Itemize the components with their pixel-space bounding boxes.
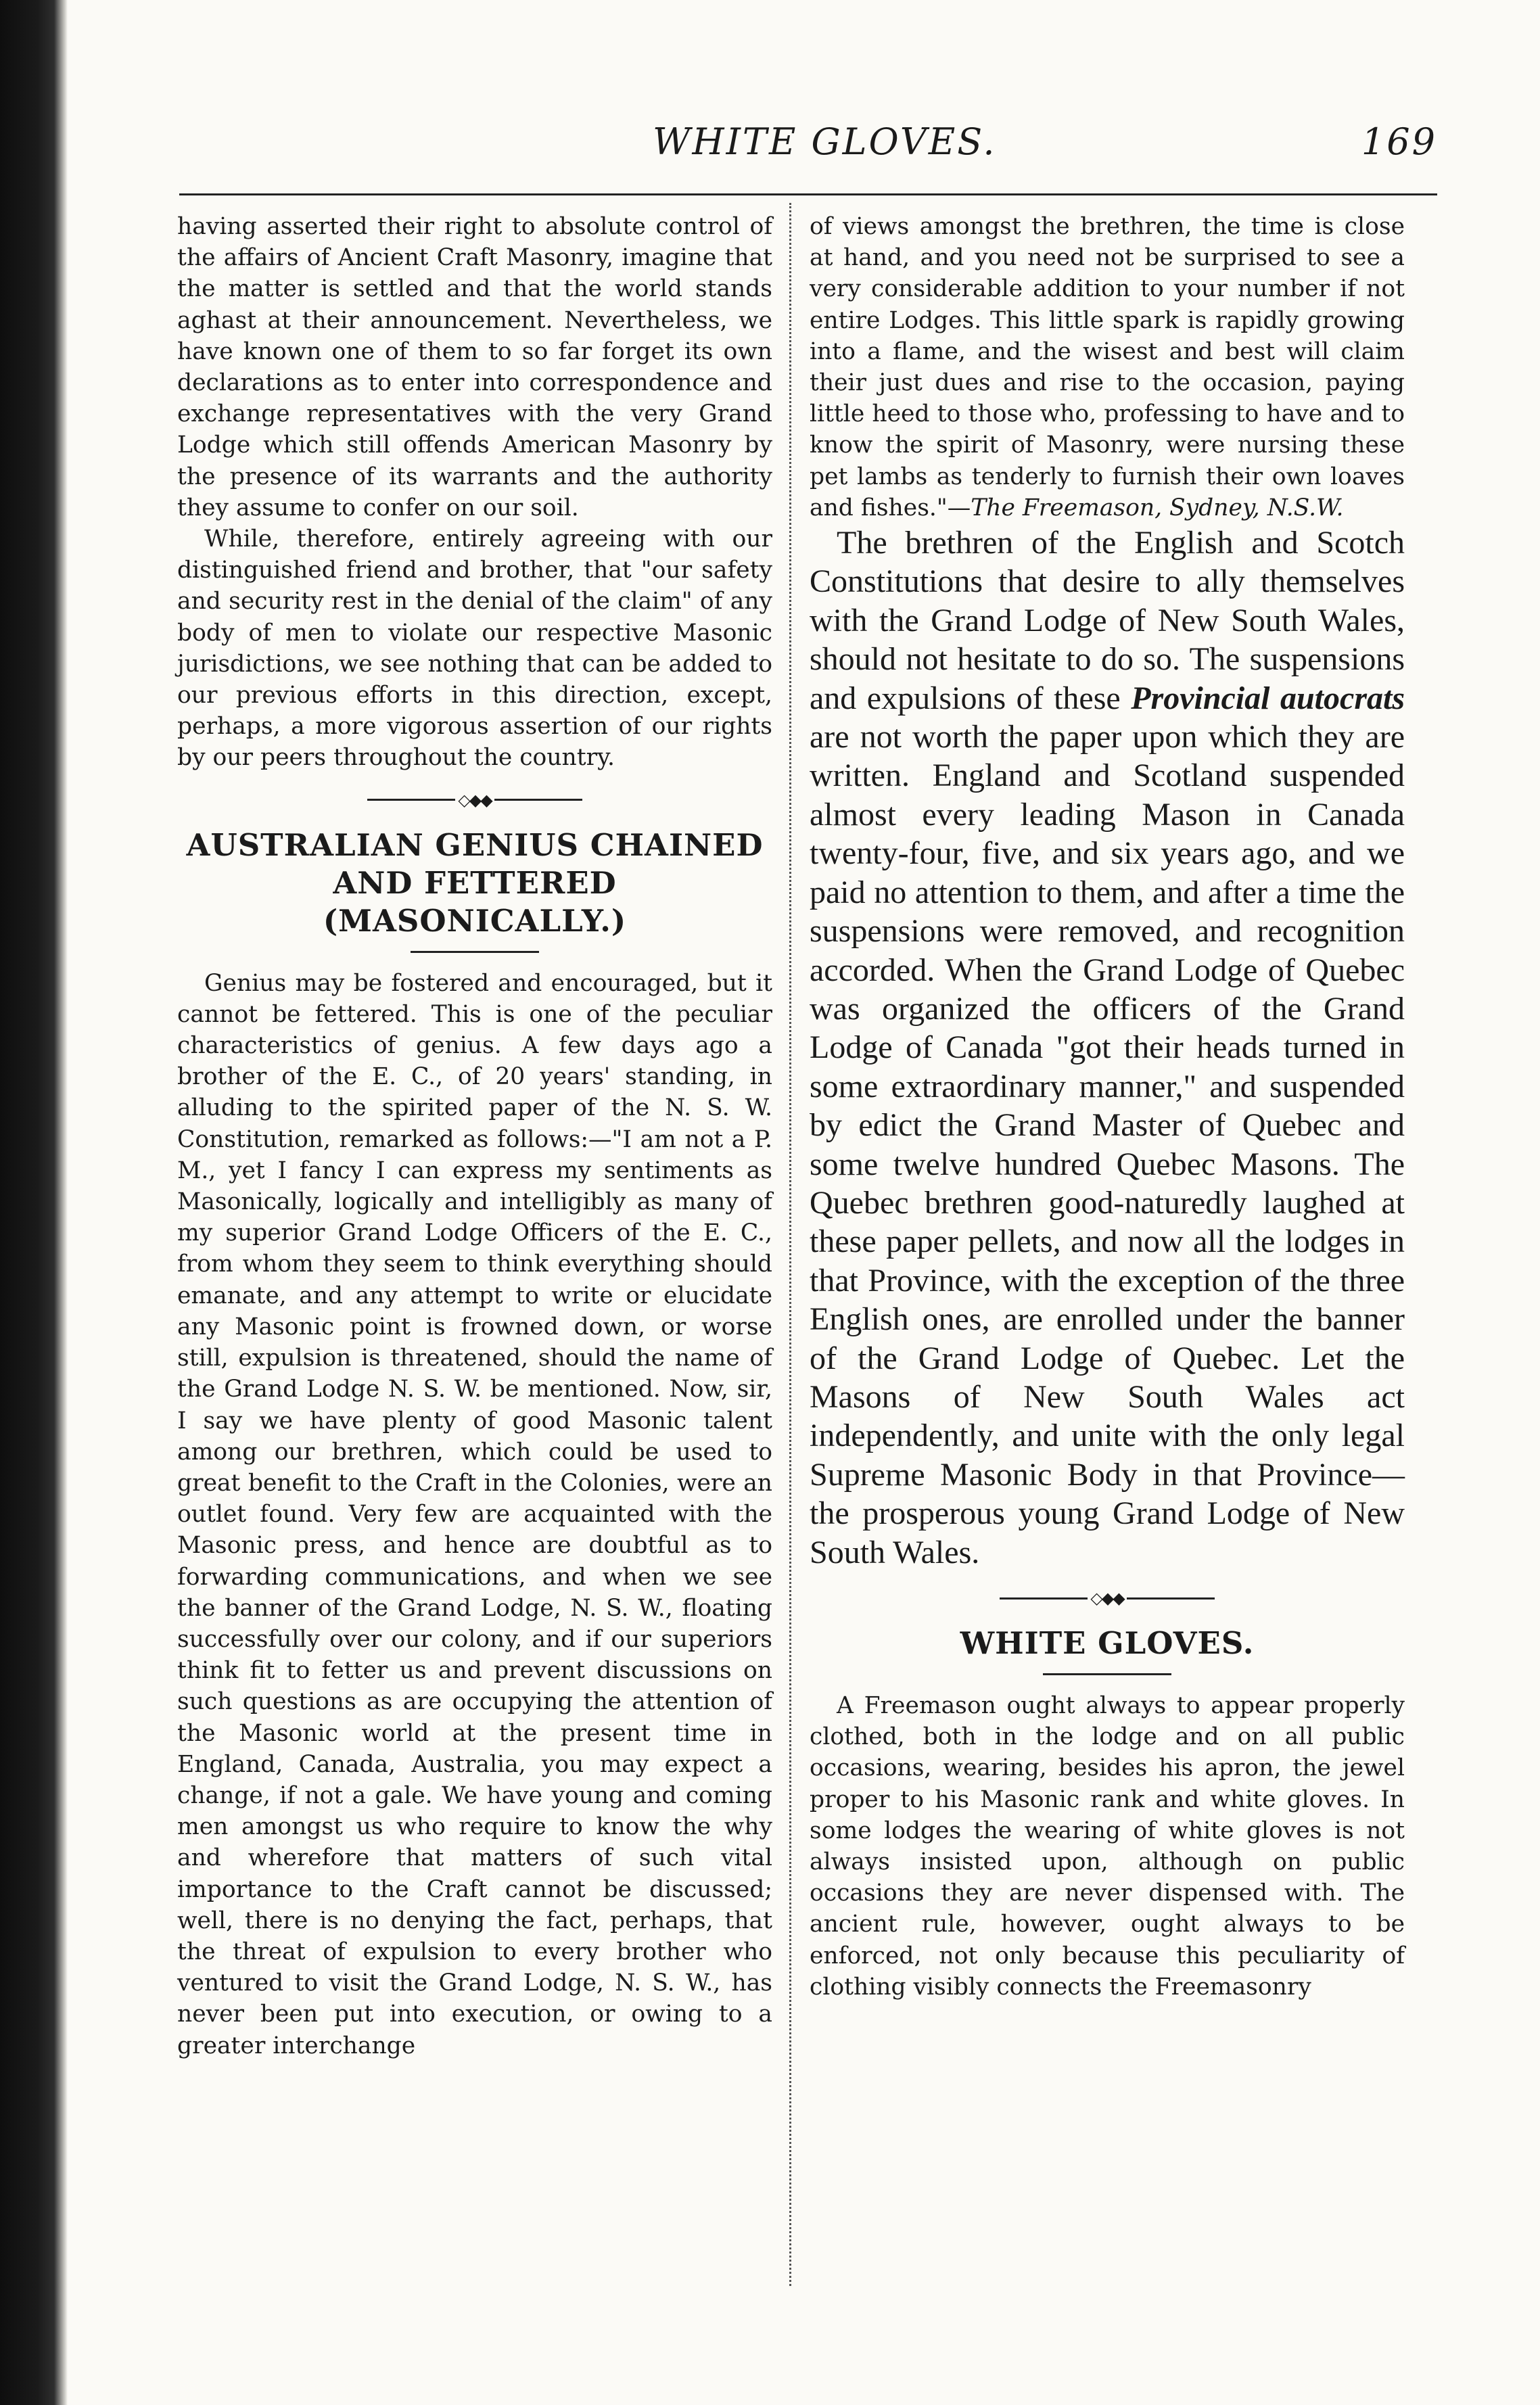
heading-rule [1043,1673,1171,1675]
article-heading-australian-genius: AUSTRALIAN GENIUS CHAINED AND FETTERED (MASONICALLY.) [186,826,764,939]
right-column [810,211,1405,2003]
editorial-emphasis: Provincial autocrats [1131,680,1405,716]
continued-quote [810,211,1405,523]
paragraph-while-therefore: While, therefore, entirely agreeing with our distinguished friend and brother, that "our safety and security rest in the denial of the claim" of any body of men to violate our respective Masonic jurisdictions, we see nothing that can be added to our previous efforts in this direction, except, perhaps, a more vigorous assertion of our rights by our peers throughout the country. [177,526,772,772]
article-body-australian-genius: Genius may be fostered and encouraged, but it cannot be fettered. This is one of the peculiar characteristics of genius. A few days ago a brother of the E. C., of 20 years' standing, in alluding to the spirited paper of the N. S. W. Constitution, remarked as follows:—"I am not a P. M., yet I fancy I can express my sentiments as Masonically, logically and intelligibly as many of my superior Grand Lodge Officers of the E. C., from whom they seem to think everything should emanate, and any attempt to write or elucidate any Masonic point is frowned down, or worse still, expulsion is threatened, should the name of the Grand Lodge N. S. W. be mentioned. Now, sir, I say we have plenty of good Masonic talent among our brethren, which could be used to great benefit to the Craft in the Colonies, were an outlet found. Very few are acquainted with the Masonic press, and hence are doubtful as to forwarding communications, and when we see the banner of the Grand Lodge, N. S. W., floating successfully over our colony, and if our superiors think fit to fetter us and prevent discussions on such questions as are occupying the attention of the Masonic world at the present time in England, Canada, Australia, you may expect a change, if not a gale. We have young and coming men amongst us who require to know the why and wherefore that matters of such vital importance to the Craft cannot be discussed; well, there is no denying the fact, perhaps, that the threat of expulsion to every brother who ventured to visit the Grand Lodge, N. S. W., has never been put into execution, or owing to a greater interchange [177,969,772,2059]
header-rule [179,193,1437,195]
article-heading-white-gloves: WHITE GLOVES. [960,1625,1255,1661]
quote-text: of views amongst the brethren, the time is close at hand, and you need not be surprised to see a very considerable addition to your number if not entire Lodges. This little spark is rapidly growing into a flame, and the wisest and best will claim their just dues and rise to the occasion, paying little heed to those who, professing to have and to know the spirit of Masonry, were nursing these pet lambs as tenderly to furnish their own loaves and fishes."— [810,213,1405,521]
column-divider [789,203,791,2286]
article-body-white-gloves: A Freemason ought always to appear properly clothed, both in the lodge and on all public occasions, wearing, besides his apron, the jewel proper to his Masonic rank and white gloves. In some lodges the wearing of white gloves is not always insisted upon, although on public occasions they are never dispensed with. The ancient rule, however, ought always to be enforced, not only because this peculiarity of clothing visibly connects the Freemasonry [810,1692,1405,2001]
page-number: 169 [1361,120,1437,163]
scanned-binding-edge [0,0,68,2405]
section-ornament [177,783,772,817]
editorial-text-b: are not worth the paper upon which they are written. England and Scotland suspended almost every leading Mason in Canada twenty-four, five, and six years ago, and we paid no attention to them, and after a time the suspensions were removed, and recognition accorded. When the Grand Lodge of Quebec was organized the officers of the Grand Lodge of Canada "got their heads turned in some extraordinary manner," and suspended by edict the Grand Master of Quebec and some twelve hundred Quebec Masons. The Quebec brethren good-naturedly laughed at these paper pellets, and now all the lodges in that Province, with the exception of the three English ones, are enrolled under the banner of the Grand Lodge of Quebec. Let the Masons of New South Wales act independently, and unite with the only legal Supreme Masonic Body in that Province—the prosperous young Grand Lodge of New South Wales. [810,719,1405,1570]
editorial-text-a: The brethren of the English and Scotch Constitutions that desire to ally themselves with the Grand Lodge of New South Wales, should not hesitate to do so. The suspensions and expulsions of these [810,525,1405,716]
diamond-ornament-icon: ◇◆◆ [1090,1589,1124,1608]
left-column [177,211,772,2061]
quote-citation: The Freemason, Sydney, N.S.W. [971,494,1344,521]
editorial-paragraph [810,523,1405,1572]
running-head [179,120,1437,174]
continued-paragraph: having asserted their right to absolute control of the affairs of Ancient Craft Masonry, imagine that the matter is settled and that the world stands aghast at their announcement. Nevertheless, we have known one of them to so far forget its own declarations as to enter into correspondence and exchange representatives with the very Grand Lodge which still offends American Masonry by the presence of its warrants and the authority they assume to confer on our soil. [177,213,772,521]
diamond-ornament-icon: ◇◆◆ [458,790,492,810]
heading-rule [411,951,539,953]
running-head-title: WHITE GLOVES. [653,120,997,163]
section-ornament [810,1581,1405,1615]
